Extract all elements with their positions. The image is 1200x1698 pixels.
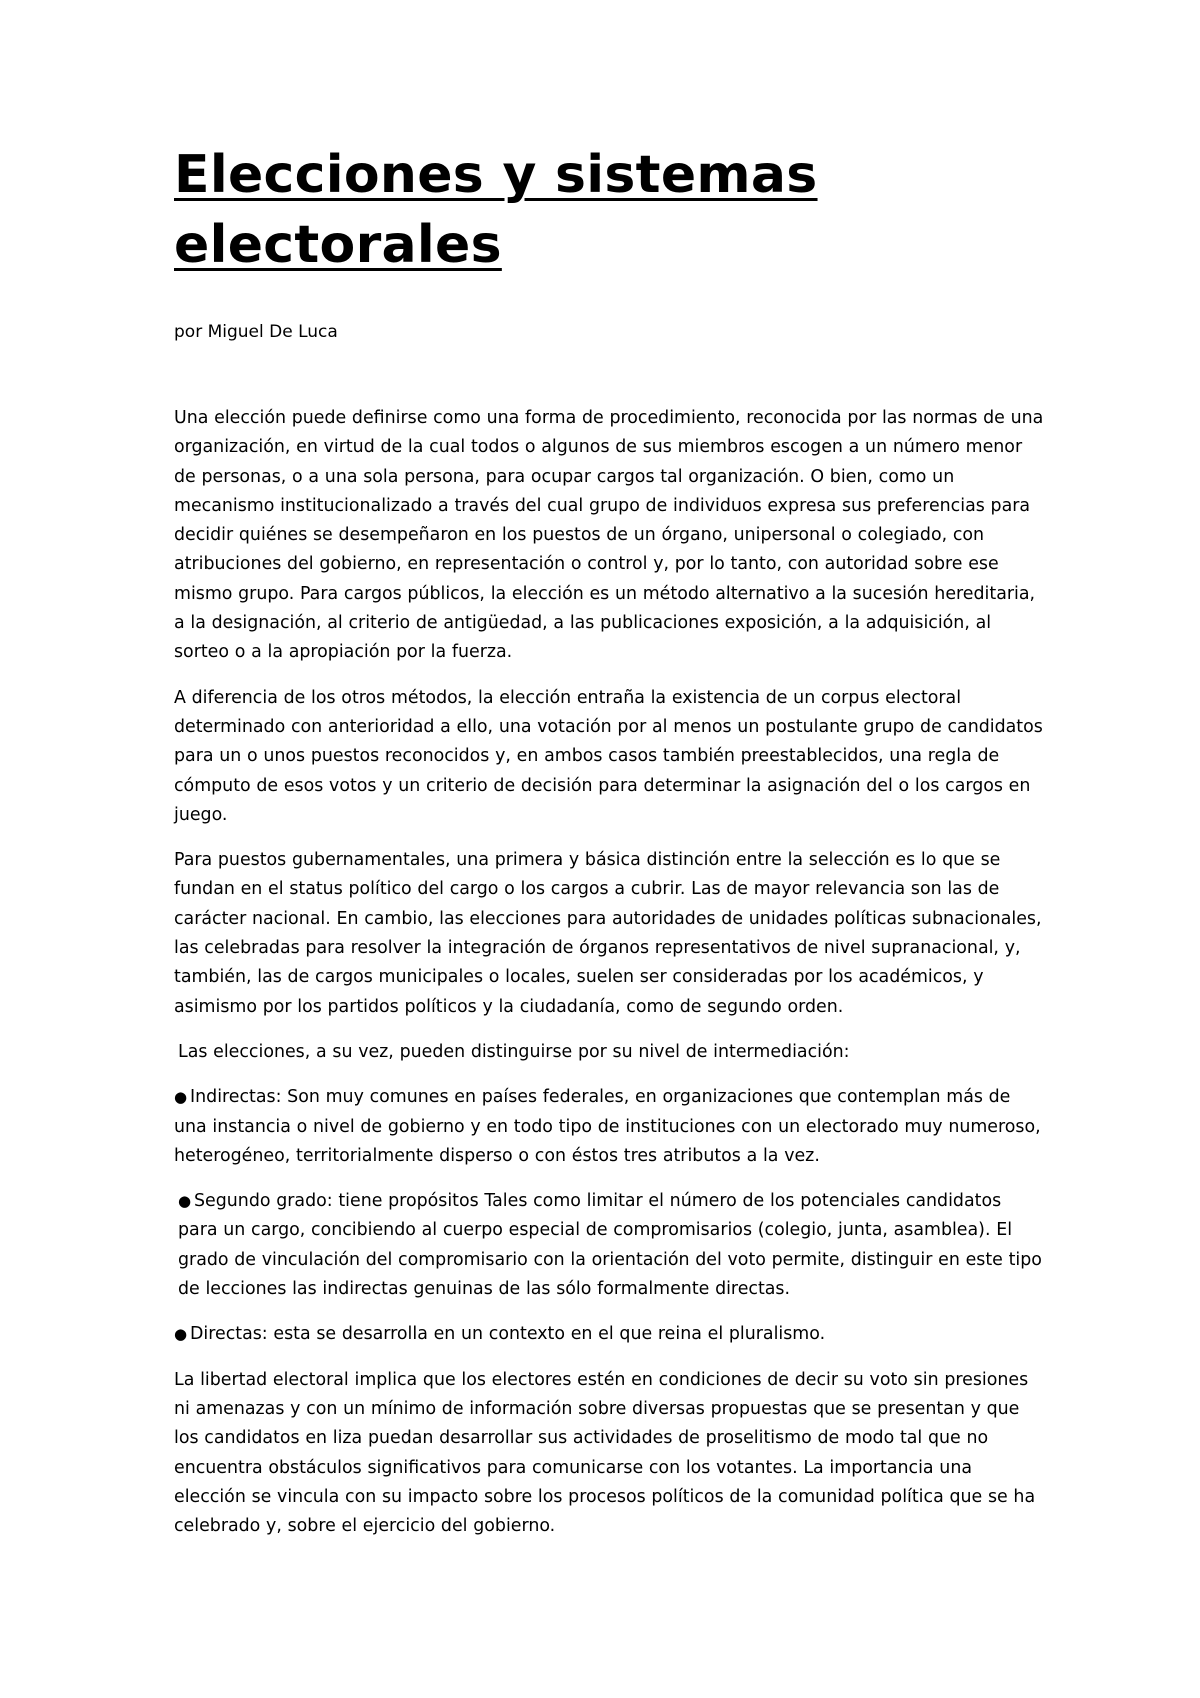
document-page	[174, 140, 1044, 1557]
document-body	[174, 404, 1044, 1541]
document-title: Elecciones y sistemas electorales	[174, 145, 818, 275]
bullet-icon: ●	[178, 1192, 192, 1211]
paragraph-definition: Una elección puede definirse como una forma de procedimiento, reconocida por las normas de una organización, en virtud de la cual todos o algunos de sus miembros escogen a un número menor de personas, o a una sola persona, para ocupar cargos tal organización. O bien, como un mecanismo institucionalizado a través del cual grupo de individuos expresa sus preferencias para decidir quiénes se desempeñaron en los puestos de un órgano, unipersonal o colegiado, con atribuciones del gobierno, en representación o control y, por lo tanto, con autoridad sobre ese mismo grupo. Para cargos públicos, la elección es un método alternativo a la sucesión hereditaria, a la designación, al criterio de antigüedad, a las publicaciones exposición, a la adquisición, al sorteo o a la apropiación por la fuerza.	[174, 408, 1044, 663]
author-line: por Miguel De Luca	[174, 322, 338, 342]
paragraph-difference: A diferencia de los otros métodos, la elección entraña la existencia de un corpus electoral determinado con anterioridad a ello, una votación por al menos un postulante grupo de candidatos para un o unos puestos reconocidos y, en ambos casos también preestablecidos, una regla de cómputo de esos votos y un criterio de decisión para determinar la asignación del o los cargos en juego.	[174, 687, 1043, 825]
bullet-item-indirectas	[174, 1083, 1044, 1171]
bullet-text: Directas: esta se desarrolla en un contexto en el que reina el pluralismo.	[190, 1324, 826, 1345]
bullet-text: Segundo grado: tiene propósitos Tales como limitar el número de los potenciales candidatos para un cargo, concibiendo al cuerpo especial de compromisarios (colegio, junta, asamblea). El grado de vinculación del compromisario con la orientación del voto permite, distinguir en este tipo de lecciones las indirectas genuinas de las sólo formalmente directas.	[178, 1191, 1042, 1300]
bullet-item-segundo-grado	[174, 1187, 1044, 1304]
paragraph-intermediation-intro: Las elecciones, a su vez, pueden distinguirse por su nivel de intermediación:	[178, 1041, 850, 1062]
paragraph-government-posts: Para puestos gubernamentales, una primera y básica distinción entre la selección es lo que se fundan en el status político del cargo o los cargos a cubrir. Las de mayor relevancia son las de carácter nacional. En cambio, las elecciones para autoridades de unidades políticas subnacionales, las celebradas para resolver la integración de órganos representativos de nivel supranacional, y, también, las de cargos municipales o locales, suelen ser consideradas por los académicos, y asimismo por los partidos políticos y la ciudadanía, como de segundo orden.	[174, 850, 1042, 1017]
paragraph-electoral-freedom: La libertad electoral implica que los electores estén en condiciones de decir su voto sin presiones ni amenazas y con un mínimo de información sobre diversas propuestas que se presentan y que los candidatos en liza puedan desarrollar sus actividades de proselitismo de modo tal que no encuentra obstáculos significativos para comunicarse con los votantes. La importancia una elección se vincula con su impacto sobre los procesos políticos de la comunidad política que se ha celebrado y, sobre el ejercicio del gobierno.	[174, 1369, 1036, 1537]
bullet-icon: ●	[174, 1088, 188, 1107]
bullet-icon: ●	[174, 1325, 188, 1344]
bullet-text: Indirectas: Son muy comunes en países federales, en organizaciones que contemplan más de una instancia o nivel de gobierno y en todo tipo de instituciones con un electorado muy numeroso, heterogéneo, territorialmente disperso o con éstos tres atributos a la vez.	[174, 1087, 1041, 1166]
bullet-item-directas	[174, 1320, 1044, 1349]
